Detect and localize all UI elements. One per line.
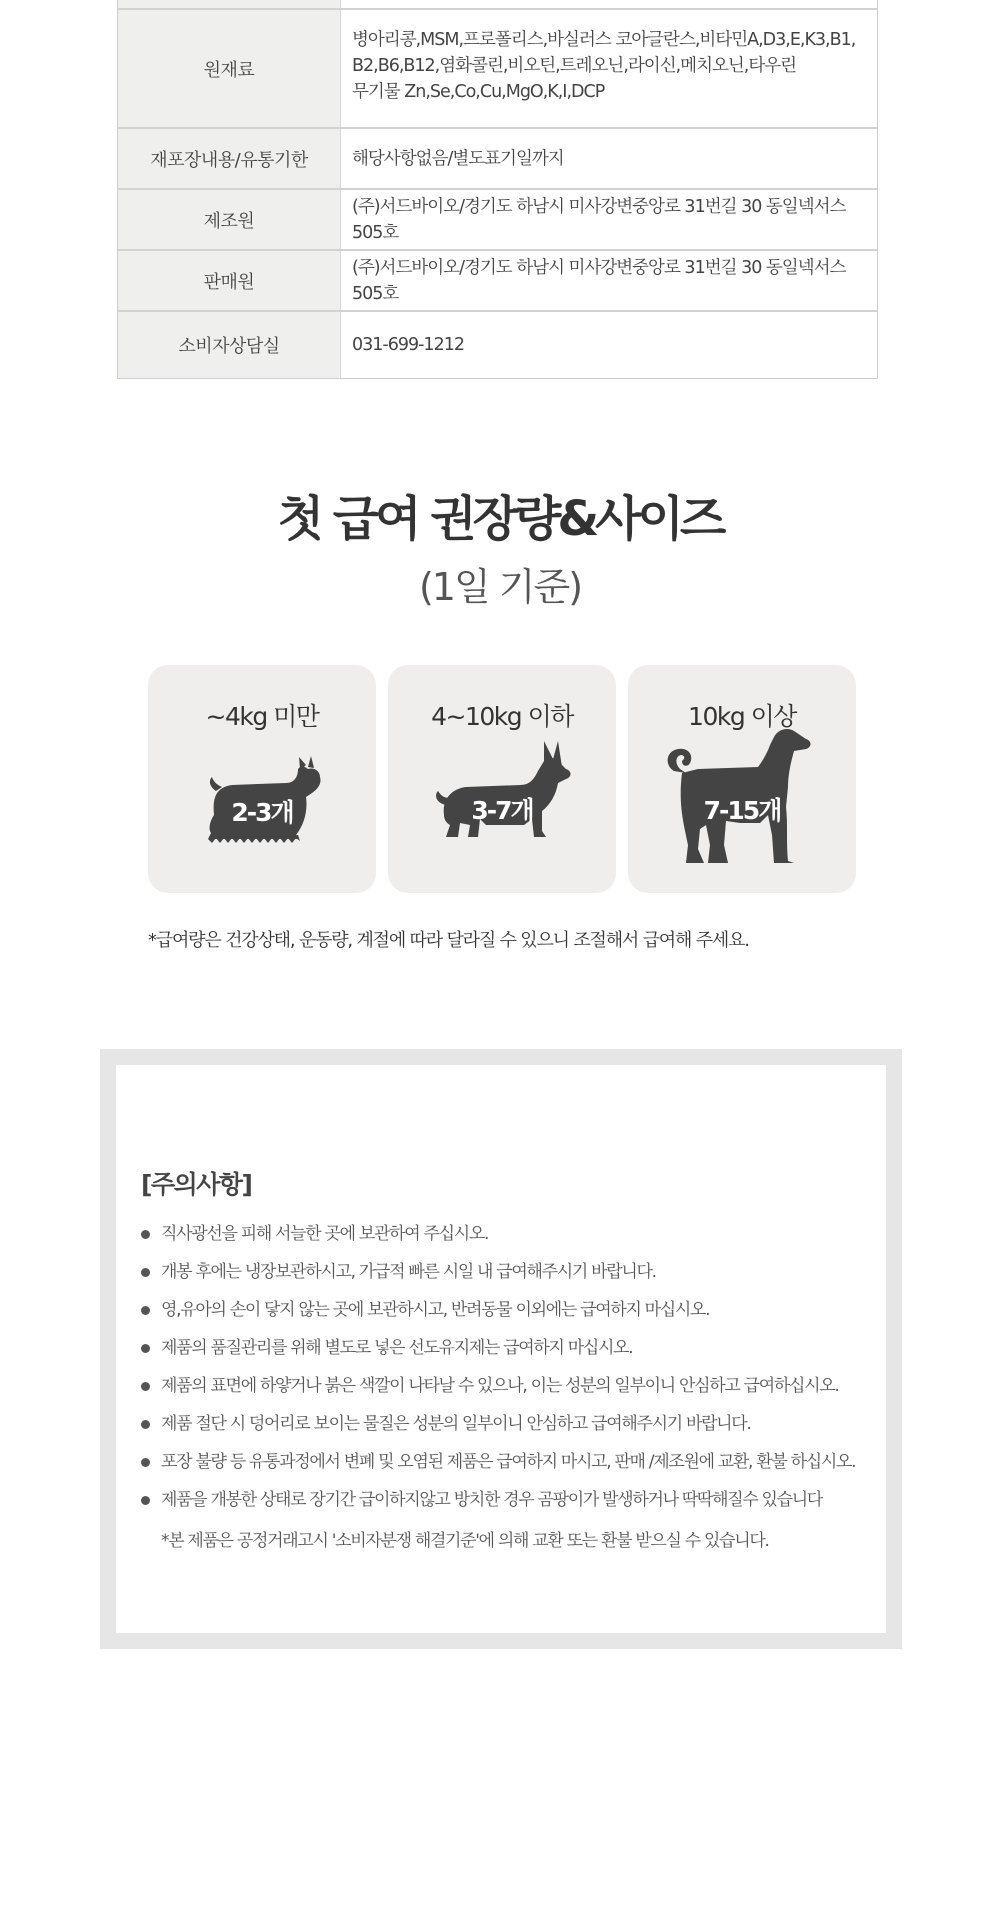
- info-value-customer-service: 031-699-1212: [352, 335, 464, 355]
- list-item: [141, 1488, 881, 1526]
- caution-item-text: 제품을 개봉한 상태로 장기간 급이하지않고 방치한 경우 곰팡이가 발생하거나 딱딱해질수 있습니다: [161, 1490, 823, 1510]
- bullet-icon: [141, 1496, 150, 1505]
- caution-item-text: 직사광선을 피해 서늘한 곳에 보관하여 주십시오.: [161, 1224, 489, 1244]
- feeding-card-medium: [388, 665, 616, 893]
- ingredients-line: B2,B6,B12,염화콜린,비오틴,트레오닌,라이신,메치오닌,타우린: [352, 56, 797, 76]
- small-dog-yorkie-icon: [148, 665, 376, 893]
- caution-title: [주의사항]: [141, 1170, 252, 1199]
- list-item: [141, 1260, 881, 1298]
- info-row-ingredients: [118, 8, 877, 127]
- info-row-manufacturer: [118, 188, 877, 249]
- bullet-icon: [141, 1420, 150, 1429]
- bullet-icon: [141, 1382, 150, 1391]
- feeding-subtitle: (1일 기준): [418, 565, 582, 609]
- card-count: 2-3개: [231, 798, 293, 827]
- bullet-icon: [141, 1268, 150, 1277]
- info-label: [118, 0, 341, 8]
- caution-item-text: 제품 절단 시 덩어리로 보이는 물질은 성분의 일부이니 안심하고 급여해주시기 바랍니다.: [161, 1414, 751, 1434]
- card-weight-label: 4~10kg 이하: [431, 702, 573, 731]
- card-weight-label: 10kg 이상: [688, 702, 796, 731]
- list-item: [141, 1412, 881, 1450]
- list-item: [141, 1336, 881, 1374]
- info-value-seller: (주)서드바이오/경기도 하남시 미사강변중앙로 31번길 30 동일넥서스 505호: [352, 257, 846, 304]
- info-row-customer-service: [118, 310, 877, 378]
- caution-item-text: 개봉 후에는 냉장보관하시고, 가급적 빠른 시일 내 급여해주시기 바랍니다.: [161, 1262, 656, 1282]
- info-row-seller: [118, 249, 877, 310]
- ingredients-line: 병아리콩,MSM,프로폴리스,바실러스 코아글란스,비타민A,D3,E,K3,B1,: [352, 30, 856, 50]
- card-count: 3-7개: [471, 796, 533, 825]
- medium-dog-corgi-icon: [388, 665, 616, 893]
- info-label-manufacturer: 제조원: [118, 190, 341, 249]
- large-dog-afghan-icon: [628, 665, 856, 893]
- info-label-seller: 판매원: [118, 251, 341, 310]
- product-info-table: [117, 0, 878, 379]
- bullet-icon: [141, 1458, 150, 1467]
- caution-list: [141, 1222, 881, 1526]
- list-item: [141, 1450, 881, 1488]
- card-weight-label: ~4kg 미만: [205, 702, 319, 731]
- bullet-icon: [141, 1230, 150, 1239]
- info-row-repack-expiry: [118, 127, 877, 188]
- caution-frame: [100, 1049, 902, 1649]
- info-value-ingredients: [341, 10, 877, 127]
- bullet-icon: [141, 1306, 150, 1315]
- caution-panel: [116, 1065, 886, 1633]
- caution-footnote: *본 제품은 공정거래고시 '소비자분쟁 해결기준'에 의해 교환 또는 환불 받으실 수 있습니다.: [161, 1531, 769, 1551]
- info-label-repack-expiry: 재포장내용/유통기한: [118, 129, 341, 188]
- caution-item-text: 포장 불량 등 유통과정에서 변폐 및 오염된 제품은 급여하지 마시고, 판매 /제조원에 교환, 환불 하십시오.: [161, 1452, 856, 1472]
- bullet-icon: [141, 1344, 150, 1353]
- feeding-card-large: [628, 665, 856, 893]
- info-value-repack-expiry: 해당사항없음/별도표기일까지: [352, 148, 564, 169]
- list-item: [141, 1374, 881, 1412]
- feeding-card-small: [148, 665, 376, 893]
- info-value-manufacturer: (주)서드바이오/경기도 하남시 미사강변중앙로 31번길 30 동일넥서스 505호: [352, 196, 846, 243]
- caution-item-text: 영,유아의 손이 닿지 않는 곳에 보관하시고, 반려동물 이외에는 급여하지 마십시오.: [161, 1300, 710, 1320]
- ingredients-line: 무기물 Zn,Se,Co,Cu,MgO,K,I,DCP: [352, 82, 605, 102]
- list-item: [141, 1298, 881, 1336]
- info-row-top: [118, 0, 877, 8]
- info-label-customer-service: 소비자상담실: [118, 312, 341, 378]
- card-count: 7-15개: [703, 796, 781, 825]
- info-label-ingredients: 원재료: [118, 10, 341, 127]
- feeding-note: *급여량은 건강상태, 운동량, 계절에 따라 달라질 수 있으니 조절해서 급여해 주세요.: [148, 930, 749, 951]
- info-value: [341, 0, 877, 8]
- feeding-title: 첫 급여 권장량&사이즈: [277, 491, 723, 547]
- caution-item-text: 제품의 품질관리를 위해 별도로 넣은 선도유지제는 급여하지 마십시오.: [161, 1338, 633, 1358]
- caution-item-text: 제품의 표면에 하얗거나 붉은 색깔이 나타날 수 있으나, 이는 성분의 일부이니 안심하고 급여하십시오.: [161, 1376, 839, 1396]
- list-item: [141, 1222, 881, 1260]
